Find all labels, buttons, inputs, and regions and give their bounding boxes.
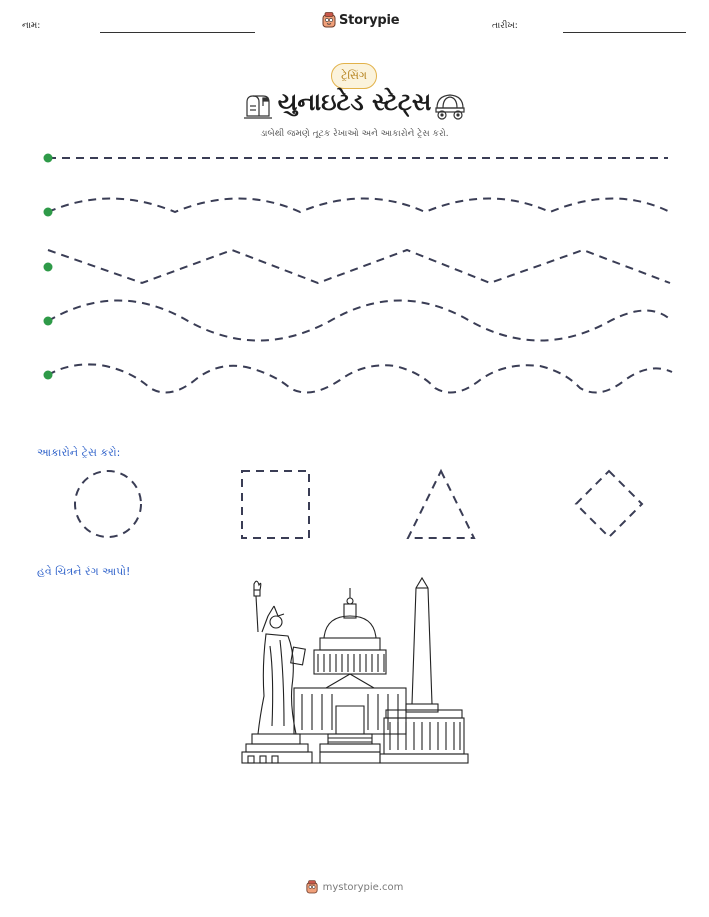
start-dot: [44, 371, 53, 380]
trace-line-wave-3[interactable]: [48, 364, 672, 392]
trace-line-zigzag[interactable]: [48, 250, 670, 283]
start-dot: [44, 317, 53, 326]
start-dot: [44, 263, 53, 272]
footer: [0, 880, 709, 894]
start-dot: [44, 154, 53, 163]
start-dot: [44, 208, 53, 217]
trace-circle[interactable]: [75, 471, 141, 537]
trace-triangle[interactable]: [408, 471, 474, 538]
memorial-hall-drawing: [380, 710, 468, 763]
shapes-heading: આકારોને ટ્રેસ કરો:: [37, 446, 121, 459]
tracing-badge: ટ્રેસિંગ: [331, 63, 377, 89]
washington-monument-drawing: [406, 578, 438, 712]
name-label: નામ:: [22, 21, 41, 31]
color-heading: હવે ચિત્રને રંગ આપો!: [37, 565, 131, 578]
date-label: તારીખ:: [492, 21, 518, 31]
footer-url[interactable]: mystorypie.com: [322, 881, 404, 893]
trace-shapes[interactable]: [0, 460, 709, 550]
storypie-logo-icon: [306, 880, 318, 894]
trace-line-wave-2[interactable]: [48, 301, 672, 341]
trace-diamond[interactable]: [576, 471, 642, 537]
us-landmarks-illustration[interactable]: [240, 576, 470, 766]
tracing-lines[interactable]: [0, 0, 709, 420]
statue-of-liberty-drawing: [242, 581, 312, 763]
trace-square[interactable]: [242, 471, 309, 538]
capitol-building-drawing: [294, 588, 406, 763]
page-title-text: યુનાઇટેડ સ્ટેટ્સ: [277, 88, 432, 116]
brand-name: Storypie: [339, 12, 400, 28]
trace-line-wave-1[interactable]: [48, 199, 670, 213]
instructions: ડાબેથી જમણે તૂટક રેખાઓ અને આકારોને ટ્રેસ કરો.: [260, 129, 449, 139]
